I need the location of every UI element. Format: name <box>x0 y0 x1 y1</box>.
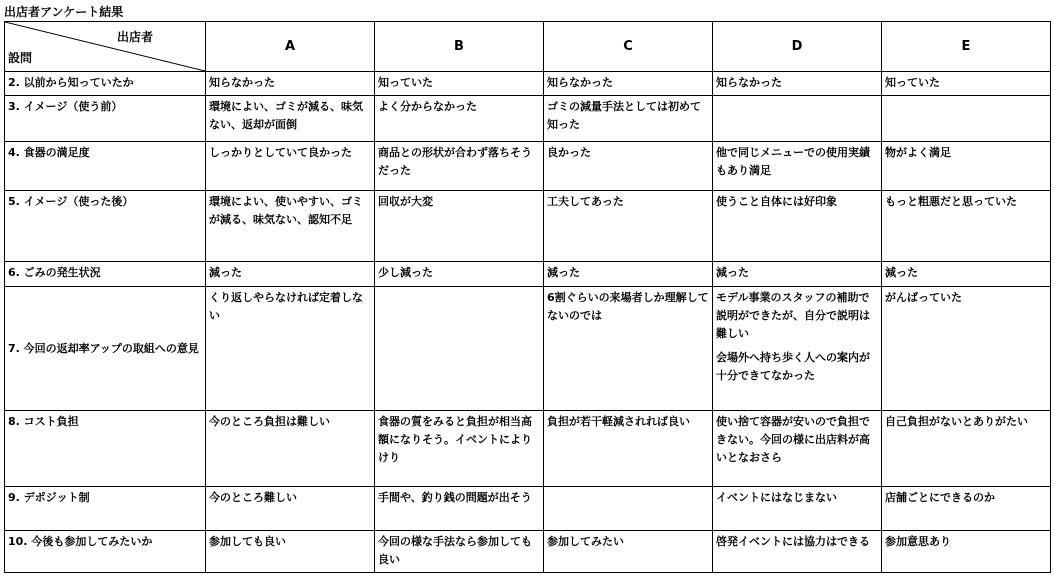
answer-cell: 使うこと自体には好印象 <box>713 191 882 262</box>
vendor-axis-label: 出店者 <box>116 30 153 44</box>
answer-cell: くり返しやらなければ定着しない <box>206 287 375 411</box>
answer-cell: 今のところ難しい <box>206 487 375 531</box>
answer-cell: 知らなかった <box>713 72 882 96</box>
column-header-a: A <box>206 22 375 72</box>
answer-cell: 知っていた <box>375 72 544 96</box>
answer-text: モデル事業のスタッフの補助で説明ができたが、自分で説明は難しい <box>716 291 870 340</box>
header-row <box>5 22 1051 72</box>
answer-cell: 知らなかった <box>544 72 713 96</box>
table-row <box>5 142 1051 191</box>
column-header-d: D <box>713 22 882 72</box>
answer-cell: 減った <box>544 262 713 287</box>
answer-cell-d <box>713 287 882 411</box>
diagonal-line <box>5 22 205 71</box>
answer-cell: 食器の質をみると負担が相当高額になりそう。イベントによりけり <box>375 411 544 487</box>
table-row <box>5 531 1051 573</box>
answer-cell: 使い捨て容器が安いので負担できない。今回の様に出店料が高いとなおさら <box>713 411 882 487</box>
answer-cell: 良かった <box>544 142 713 191</box>
question-cell: 5. イメージ（使った後） <box>5 191 206 262</box>
question-cell: 8. コスト負担 <box>5 411 206 487</box>
answer-cell: 6割ぐらいの来場者しか理解してないのでは <box>544 287 713 411</box>
answer-cell: 参加意思あり <box>882 531 1051 573</box>
answer-cell: 今のところ負担は難しい <box>206 411 375 487</box>
answer-cell <box>713 96 882 142</box>
table-row <box>5 411 1051 487</box>
answer-cell: 店舗ごとにできるのか <box>882 487 1051 531</box>
answer-cell <box>375 287 544 411</box>
question-cell: 2. 以前から知っていたか <box>5 72 206 96</box>
column-header-b: B <box>375 22 544 72</box>
answer-cell: がんばっていた <box>882 287 1051 411</box>
table-row <box>5 487 1051 531</box>
column-header-c: C <box>544 22 713 72</box>
question-cell: 3. イメージ（使う前） <box>5 96 206 142</box>
table-row <box>5 262 1051 287</box>
question-axis-label: 設問 <box>8 51 33 65</box>
question-cell: 7. 今回の返却率アップの取組への意見 <box>5 287 206 411</box>
answer-cell: 環境によい、使いやすい、ゴミが減る、味気ない、認知不足 <box>206 191 375 262</box>
answer-cell: 減った <box>882 262 1051 287</box>
answer-cell <box>882 96 1051 142</box>
answer-cell: 自己負担がないとありがたい <box>882 411 1051 487</box>
answer-cell: 工夫してあった <box>544 191 713 262</box>
answer-cell: 啓発イベントには協力はできる <box>713 531 882 573</box>
diagonal-header-cell <box>5 22 206 72</box>
answer-cell: しっかりとしていて良かった <box>206 142 375 191</box>
answer-cell: 知っていた <box>882 72 1051 96</box>
answer-cell: 負担が若干軽減されれば良い <box>544 411 713 487</box>
answer-cell: もっと粗悪だと思っていた <box>882 191 1051 262</box>
answer-cell: イベントにはなじまない <box>713 487 882 531</box>
question-cell: 10. 今後も参加してみたいか <box>5 531 206 573</box>
column-header-e: E <box>882 22 1051 72</box>
answer-cell: 減った <box>206 262 375 287</box>
table-row <box>5 191 1051 262</box>
question-cell: 6. ごみの発生状況 <box>5 262 206 287</box>
answer-cell: 参加しても良い <box>206 531 375 573</box>
answer-cell: 回収が大変 <box>375 191 544 262</box>
answer-cell: 他で同じメニューでの使用実績もあり満足 <box>713 142 882 191</box>
survey-table <box>4 21 1051 573</box>
answer-cell: 参加してみたい <box>544 531 713 573</box>
table-row <box>5 287 1051 411</box>
answer-cell <box>544 487 713 531</box>
answer-cell: 少し減った <box>375 262 544 287</box>
answer-text-extra: 会場外へ持ち歩く人への案内が十分できてなかった <box>716 351 870 382</box>
question-cell: 9. デポジット制 <box>5 487 206 531</box>
answer-cell: 環境によい、ゴミが減る、味気ない、返却が面倒 <box>206 96 375 142</box>
table-row <box>5 72 1051 96</box>
question-cell: 4. 食器の満足度 <box>5 142 206 191</box>
table-row <box>5 96 1051 142</box>
answer-cell: 減った <box>713 262 882 287</box>
answer-cell: ゴミの減量手法としては初めて知った <box>544 96 713 142</box>
page-title: 出店者アンケート結果 <box>4 5 124 19</box>
answer-cell: 手間や、釣り銭の問題が出そう <box>375 487 544 531</box>
answer-cell: よく分からなかった <box>375 96 544 142</box>
answer-cell: 今回の様な手法なら参加しても良い <box>375 531 544 573</box>
answer-cell: 知らなかった <box>206 72 375 96</box>
answer-cell: 物がよく満足 <box>882 142 1051 191</box>
answer-cell: 商品との形状が合わず落ちそうだった <box>375 142 544 191</box>
